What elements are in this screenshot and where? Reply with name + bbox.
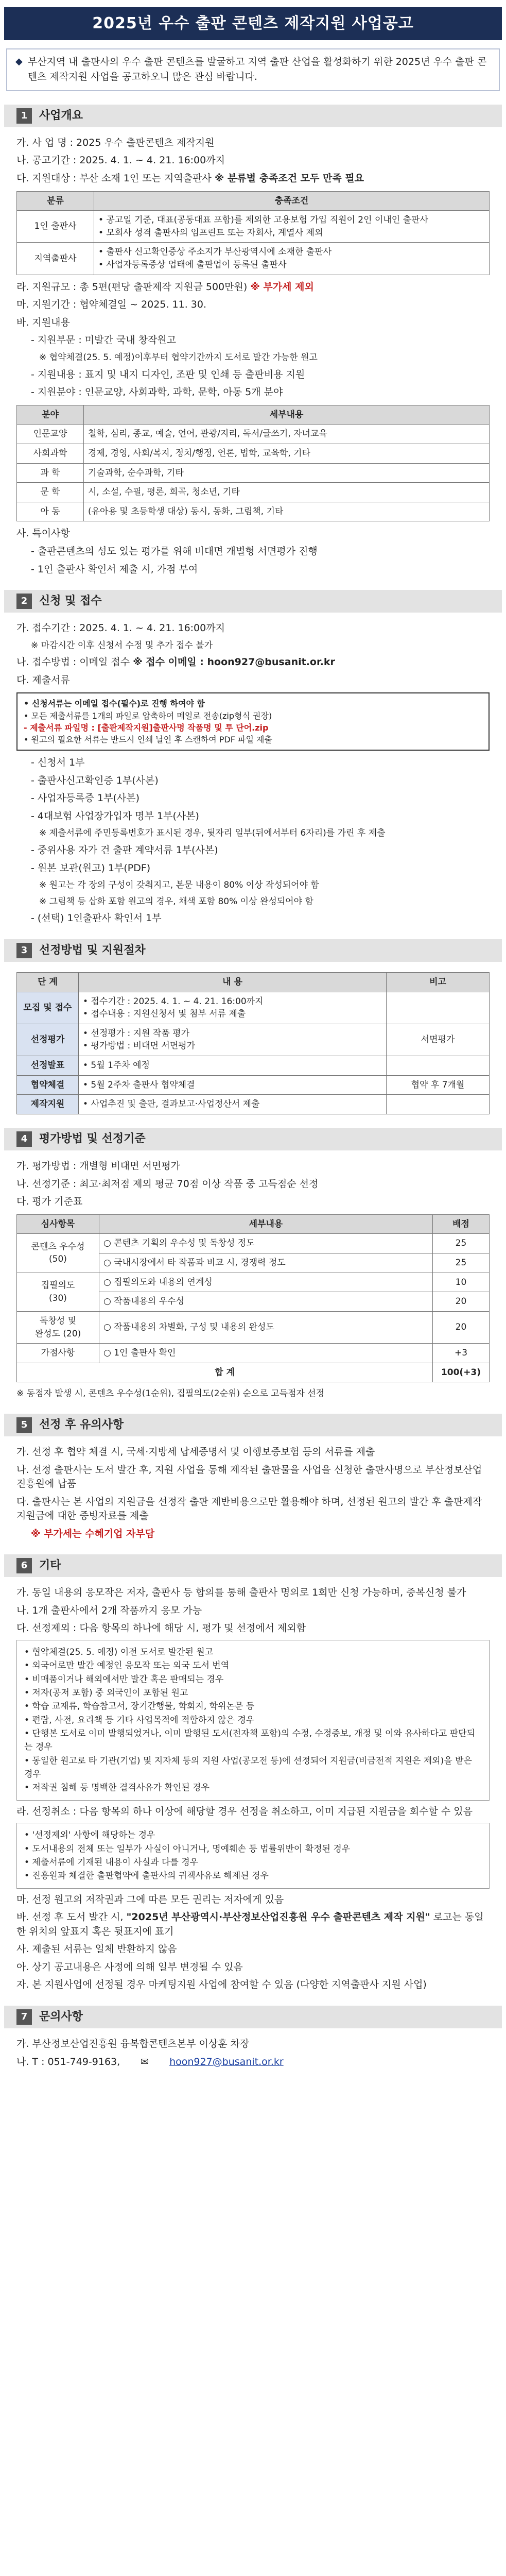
- contact-line: [16, 2055, 490, 2070]
- application-method: 나. 접수방법 : 이메일 접수 ※ 접수 이메일 : hoon927@busanit.or.kr: [16, 656, 335, 668]
- etc-item: 나. 1개 출판사에서 2개 작품까지 응모 가능: [16, 1604, 202, 1616]
- project-name: 가. 사 업 명 : 2025 우수 출판콘텐츠 제작지원: [16, 137, 215, 148]
- document-item: - 사업자등록증 1부(사본): [31, 792, 140, 804]
- section-number: 2: [16, 594, 32, 609]
- section-number: 6: [16, 1558, 32, 1573]
- table-cell: 지역출판사: [17, 243, 94, 275]
- intro-box: [6, 48, 500, 91]
- table-row: 인문교양 철학, 심리, 종교, 예술, 언어, 관광/지리, 독서/글쓰기, 자녀교육: [17, 425, 490, 444]
- page-title: 2025년 우수 출판 콘텐츠 제작지원 사업공고: [4, 7, 502, 40]
- section-title: 사업개요: [39, 109, 83, 122]
- section-body-inquiry: [4, 2028, 502, 2069]
- section-header-cautions: [4, 1414, 502, 1436]
- table-row: ○ 작품내용의 우수성 20: [17, 1292, 490, 1312]
- table-cell: • 출판사 신고확인증상 주소지가 부산광역시에 소재한 출판사 • 사업자등록증상 업태에 출판업이 등록된 출판사: [94, 243, 490, 275]
- cancellation-box: • '선정제외' 사항에 해당하는 경우 • 도서내용의 전체 또는 일부가 사실이 아니거나, 명예훼손 등 법률위반이 확정된 경우 • 제출서류에 기재된 내용이 사실과 다를 경우 • 진흥원과 체결한 출판협약에 출판사의 귀책사유로 해제된 경우: [16, 1823, 490, 1888]
- table-row: 사회과학 경제, 경영, 사회/복지, 정치/행정, 언론, 법학, 교육학, 기타: [17, 444, 490, 463]
- table-row: 아 동 (유아용 및 초등학생 대상) 동시, 동화, 그림책, 기타: [17, 502, 490, 521]
- section-header-inquiry: [4, 2006, 502, 2028]
- table-cell: • 공고일 기준, 대표(공동대표 포함)를 제외한 고용보험 가입 직원이 2인 이내인 출판사 • 모회사 성격 출판사의 임프린트 또는 자회사, 계열사 제외: [94, 211, 490, 243]
- application-period-note: ※ 마감시간 이후 신청서 수정 및 추가 접수 불가: [31, 640, 213, 651]
- special-note: - 출판콘텐츠의 성도 있는 평가를 위해 비대면 개별형 서면평가 진행: [31, 546, 318, 557]
- table-header: 분야: [17, 405, 84, 425]
- table-row: ○ 국내시장에서 타 작품과 비교 시, 경쟁력 정도 25: [17, 1253, 490, 1273]
- table-row: 가점사항 ○ 1인 출판사 확인 +3: [17, 1344, 490, 1363]
- caution-item: 가. 선정 후 협약 체결 시, 국세·지방세 납세증명서 및 이행보증보험 등의 서류를 제출: [16, 1446, 375, 1458]
- table-row: [17, 243, 490, 275]
- table-header: 분류: [17, 191, 94, 211]
- documents-heading: 다. 제출서류: [16, 674, 70, 686]
- table-header: 내 용: [79, 972, 387, 992]
- table-header: 세부내용: [84, 405, 490, 425]
- section-number: 1: [16, 108, 32, 124]
- document-note: ※ 그림책 등 삽화 포함 원고의 경우, 채색 포함 80% 이상 완성되어야 함: [39, 896, 313, 907]
- section-header-application: [4, 590, 502, 613]
- procedure-table: [16, 972, 490, 1114]
- section-body-overview: [4, 127, 502, 577]
- field-table: [16, 405, 490, 522]
- section-title: 문의사항: [39, 2010, 83, 2024]
- support-area: - 지원부문 : 미발간 국내 창작원고: [31, 334, 177, 346]
- intro-text: 부산지역 내 출판사의 우수 출판 콘텐츠를 발굴하고 지역 출판 산업을 활성화하기 위한 2025년 우수 출판 콘텐츠 제작지원 사업을 공고하오니 많은 관심 바랍니다.: [27, 56, 487, 83]
- etc-item: 아. 상기 공고내용은 사정에 의해 일부 변경될 수 있음: [16, 1961, 243, 1973]
- criteria-table-heading: 다. 평가 기준표: [16, 1196, 83, 1208]
- support-fields: - 지원분야 : 인문교양, 사회과학, 과학, 문학, 아동 5개 분야: [31, 386, 283, 398]
- section-body-cautions: [4, 1436, 502, 1541]
- document-item: - (선택) 1인출판사 확인서 1부: [31, 912, 162, 924]
- document-item: - 출판사신고확인증 1부(사본): [31, 774, 159, 786]
- caution-item: 다. 출판사는 본 사업의 지원금을 선정작 출판 제반비용으로만 활용해야 하며, 선정된 원고의 발간 후 출판제작지원금에 대한 증빙자료를 제출: [16, 1496, 482, 1522]
- eligibility: 다. 지원대상 : 부산 소재 1인 또는 지역출판사 ※ 분류별 충족조건 모두 만족 필요: [16, 172, 364, 184]
- exclusion-box: • 협약체결(25. 5. 예정) 이전 도서로 발간된 원고 • 외국어로만 발간 예정인 응모작 또는 외국 도서 번역 • 비매품이거나 해외에서만 발간 혹은 판매되는 경우 • 저자(공저 포함) 중 외국인이 포함된 원고 • 학습 교재류, 학습참고서, 장기간행물, 학회지, 학위논문 등 • 편람, 사전, 요리책 등 기타 사업목적에 적합하지 않은 경우 • 단행본 도서로 이미 발행되었거나, 이미 발행된 도서(전자책 포함)의 수정, 수정증보, 개정 및 이와 유사하다고 판단되는 경우 • 동일한 원고로 타 기관(기업) 및 지자체 등의 지원 사업(공모전 등)에 선정되어 지원금(비금전적 지원은 제외)을 받은 경우 • 저작권 침해 등 명백한 결격사유가 확인된 경우: [16, 1640, 490, 1801]
- section-header-evaluation: [4, 1128, 502, 1150]
- section-number: 7: [16, 2009, 32, 2025]
- table-header: 비고: [387, 972, 490, 992]
- table-row: 제작지원 • 사업추진 및 출판, 결과보고·사업정산서 제출: [17, 1095, 490, 1114]
- vat-burden-note: ※ 부가세는 수혜기업 자부담: [31, 1528, 155, 1539]
- etc-item: 라. 선정취소 : 다음 항목의 하나 이상에 해당할 경우 선정을 취소하고, 이미 지급된 지원금을 회수할 수 있음: [16, 1805, 473, 1817]
- section-body-application: [4, 613, 502, 926]
- table-row: 콘텐츠 우수성 (50) ○ 콘텐츠 기획의 우수성 및 독창성 정도 25: [17, 1234, 490, 1253]
- table-header: 심사항목: [17, 1214, 99, 1234]
- section-number: 5: [16, 1417, 32, 1433]
- support-scale: 라. 지원규모 : 총 5편(편당 출판제작 지원금 500만원) ※ 부가세 제외: [16, 281, 314, 293]
- table-cell: 1인 출판사: [17, 211, 94, 243]
- table-header: 세부내용: [99, 1214, 433, 1234]
- table-row: 문 학 시, 소설, 수필, 평론, 희곡, 청소년, 기타: [17, 483, 490, 502]
- support-period: 마. 지원기간 : 협약체결일 ~ 2025. 11. 30.: [16, 299, 207, 311]
- table-header: 충족조건: [94, 191, 490, 211]
- document-item: - 4대보험 사업장가입자 명부 1부(사본): [31, 810, 199, 822]
- evaluation-method: 가. 평가방법 : 개별형 비대면 서면평가: [16, 1160, 180, 1172]
- eligibility-note: ※ 분류별 충족조건 모두 만족 필요: [214, 172, 364, 184]
- document-item: - 신청서 1부: [31, 757, 85, 769]
- tiebreak-note: ※ 동점자 발생 시, 콘텐츠 우수성(1순위), 집필의도(2순위) 순으로 고득점자 선정: [16, 1388, 325, 1399]
- table-row: 모집 및 접수 • 접수기간 : 2025. 4. 1. ~ 4. 21. 16:00까지 • 접수내용 : 지원신청서 및 첨부 서류 제출: [17, 992, 490, 1024]
- table-header: 단 계: [17, 972, 79, 992]
- table-row: 선정평가 • 선정평가 : 지원 작품 평가 • 평가방법 : 비대면 서면평가 서면평가: [17, 1024, 490, 1056]
- section-body-procedure: [4, 962, 502, 1114]
- notice-period: 나. 공고기간 : 2025. 4. 1. ~ 4. 21. 16:00까지: [16, 155, 225, 166]
- vat-note: ※ 부가세 제외: [250, 281, 314, 293]
- table-header: 배점: [433, 1214, 490, 1234]
- document-note: ※ 원고는 각 장의 구성이 갖춰지고, 본문 내용이 80% 이상 작성되어야 함: [39, 880, 319, 891]
- section-title: 평가방법 및 선정기준: [39, 1132, 146, 1146]
- etc-item: 자. 본 지원사업에 선정될 경우 마케팅지원 사업에 참여할 수 있음 (다양한 지역출판사 지원 사업): [16, 1979, 427, 1991]
- section-header-etc: [4, 1554, 502, 1577]
- contact-person: 가. 부산정보산업진흥원 융복합콘텐츠본부 이상훈 차장: [16, 2038, 250, 2049]
- section-title: 선정 후 유의사항: [39, 1418, 124, 1432]
- support-items: - 지원내용 : 표지 및 내지 디자인, 조판 및 인쇄 등 출판비용 지원: [31, 368, 305, 380]
- etc-item: 사. 제출된 서류는 일체 반환하지 않음: [16, 1943, 177, 1955]
- table-total-row: 합 계 100(+3): [17, 1363, 490, 1382]
- etc-item: 마. 선정 원고의 저작권과 그에 따른 모든 권리는 저자에게 있음: [16, 1893, 284, 1905]
- section-number: 4: [16, 1131, 32, 1147]
- caution-item: 나. 선정 출판사는 도서 발간 후, 지원 사업을 통해 제작된 출판물을 사업을 신청한 출판사명으로 부산정보산업진흥원에 납품: [16, 1464, 482, 1490]
- table-row: 독창성 및 완성도 (20) ○ 작품내용의 차별화, 구성 및 내용의 완성도 20: [17, 1311, 490, 1343]
- application-period: 가. 접수기간 : 2025. 4. 1. ~ 4. 21. 16:00까지: [16, 622, 225, 634]
- eligibility-table: [16, 191, 490, 275]
- special-notes-heading: 사. 특이사항: [16, 528, 70, 539]
- contact-email-link[interactable]: hoon927@busanit.or.kr: [169, 2056, 284, 2067]
- section-body-evaluation: [4, 1150, 502, 1400]
- document-note: ※ 제출서류에 주민등록번호가 표시된 경우, 뒷자리 일부(뒤에서부터 6자리)를 가린 후 제출: [39, 828, 386, 839]
- selection-criteria: 나. 선정기준 : 최고·최저점 제외 평균 70점 이상 작품 중 고득점순 선정: [16, 1178, 319, 1190]
- section-title: 선정방법 및 지원절차: [39, 943, 146, 957]
- criteria-table: [16, 1214, 490, 1383]
- section-title: 기타: [39, 1559, 61, 1572]
- section-number: 3: [16, 943, 32, 958]
- table-row: 협약체결 • 5월 2주차 출판사 협약체결 협약 후 7개월: [17, 1075, 490, 1095]
- section-body-etc: [4, 1577, 502, 1992]
- application-email[interactable]: ※ 접수 이메일 : hoon927@busanit.or.kr: [133, 656, 335, 668]
- document-item: - 중위사용 자가 건 출판 계약서류 1부(사본): [31, 844, 218, 856]
- submission-notice-box: • 신청서류는 이메일 접수(필수)로 진행 하여야 함 • 모든 제출서류를 1개의 파일로 압축하여 메일로 전송(zip형식 권장) - 제출서류 파일명 : [출판제작지원]출판사명 작품명 및 투 단어.zip • 원고의 필요한 서류는 반드시 인쇄 날인 후 스캔하여 PDF 파일 제출: [16, 692, 490, 751]
- special-note: - 1인 출판사 확인서 제출 시, 가점 부여: [31, 563, 198, 575]
- etc-item: 다. 선정제외 : 다음 항목의 하나에 해당 시, 평가 및 선정에서 제외함: [16, 1622, 306, 1634]
- table-row: 선정발표 • 5월 1주차 예정: [17, 1056, 490, 1076]
- section-header-overview: [4, 105, 502, 127]
- table-row: 집필의도 (30) ○ 집필의도와 내용의 연계성 10: [17, 1273, 490, 1292]
- section-title: 신청 및 접수: [39, 595, 102, 608]
- table-row: [17, 211, 490, 243]
- etc-item-logo: 바. 선정 후 도서 발간 시, "2025년 부산광역시·부산정보산업진흥원 우수 출판콘텐츠 제작 지원" 로고는 동일한 위치의 앞표지 혹은 뒷표지에 표기: [16, 1911, 484, 1937]
- section-header-procedure: [4, 939, 502, 962]
- contact-phone: 나. T : 051-749-9163,: [16, 2056, 120, 2067]
- table-row: 과 학 기술과학, 순수과학, 기타: [17, 463, 490, 483]
- support-content-heading: 바. 지원내용: [16, 316, 70, 328]
- etc-item: 가. 동일 내용의 응모작은 저자, 출판사 등 합의를 통해 출판사 명의로 1회만 신청 가능하며, 중복신청 불가: [16, 1587, 466, 1599]
- document-item: - 원본 보관(원고) 1부(PDF): [31, 862, 151, 874]
- diamond-icon: ◆: [15, 56, 23, 67]
- mail-icon: ✉: [141, 2056, 149, 2067]
- support-area-note: ※ 협약체결(25. 5. 예정)이후부터 협약기간까지 도서로 발간 가능한 원고: [39, 352, 318, 363]
